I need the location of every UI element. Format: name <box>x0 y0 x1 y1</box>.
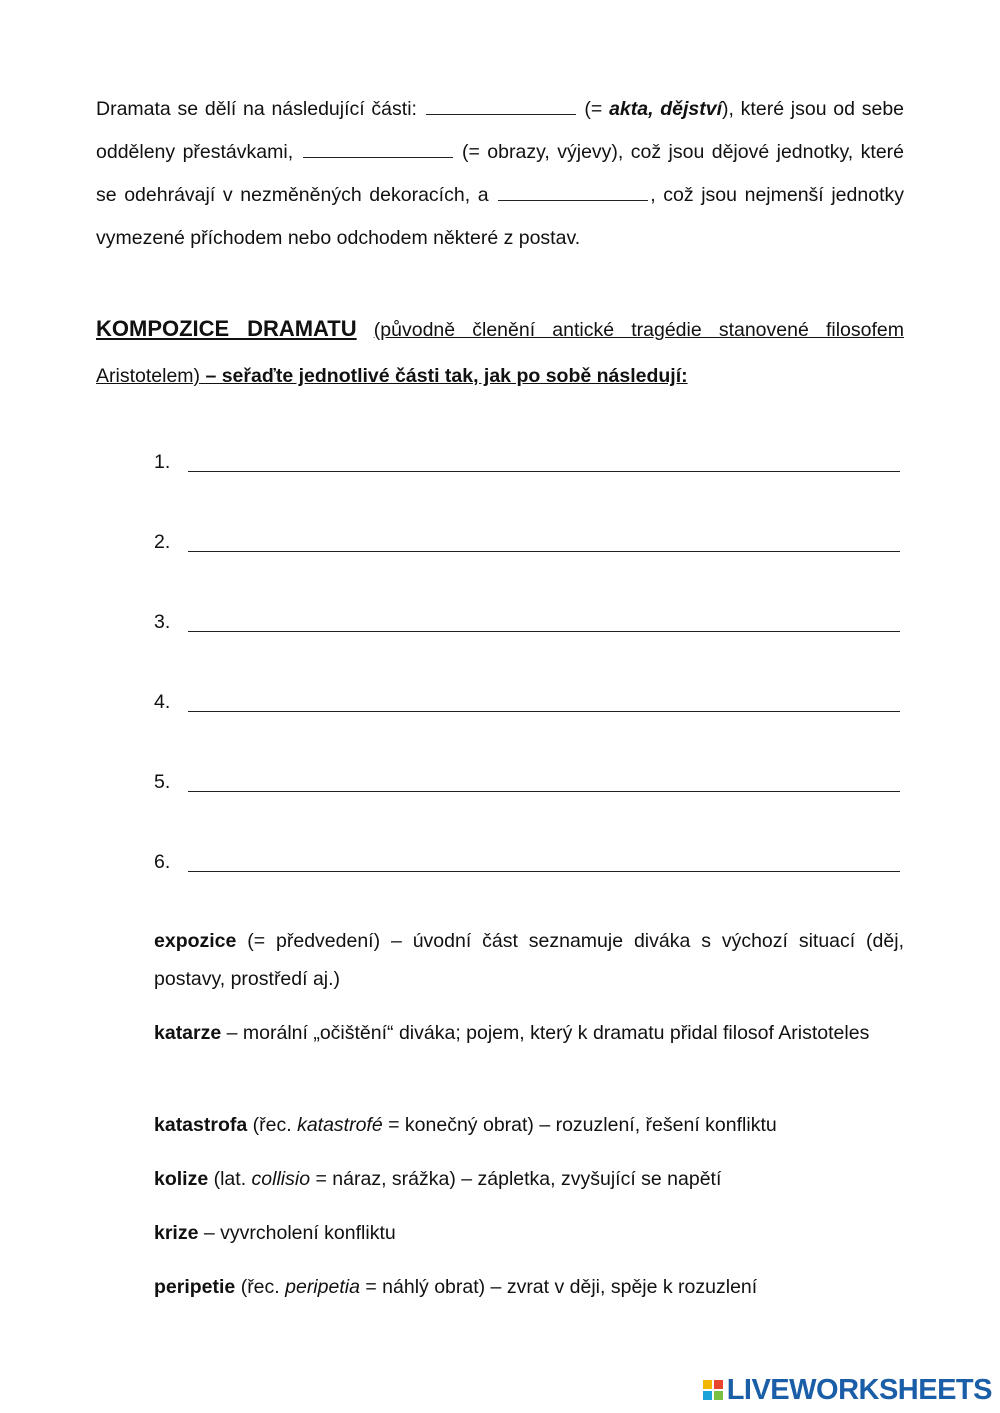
definition-katarze: katarze – morální „očištění“ diváka; pojem, který k dramatu přidal filosof Aristoteles <box>154 1022 870 1044</box>
answer-number: 4. <box>154 691 171 713</box>
blank-acts[interactable] <box>426 98 576 115</box>
term: krize <box>154 1222 199 1244</box>
term: katarze <box>154 1022 222 1044</box>
answer-row-3 <box>154 600 900 640</box>
answer-row-6 <box>154 840 900 880</box>
definition-krize: krize – vyvrcholení konfliktu <box>154 1222 396 1244</box>
intro-hint-acts: akta, dějství <box>609 98 723 120</box>
answer-number: 2. <box>154 531 171 553</box>
composition-heading <box>96 306 904 399</box>
logo-grid-icon <box>703 1380 723 1400</box>
term: expozice <box>154 930 237 952</box>
answer-number: 3. <box>154 611 171 633</box>
liveworksheets-logo[interactable] <box>703 1373 992 1407</box>
section-note: (původně členění antické tragédie stanovené filosofem Aristotelem) <box>96 319 904 387</box>
intro-text-1: Dramata se dělí na následující části: <box>96 98 424 120</box>
term: katastrofa <box>154 1114 248 1136</box>
answer-number: 5. <box>154 771 171 793</box>
blank-appearances[interactable] <box>498 184 648 201</box>
answer-line-3[interactable] <box>188 631 900 632</box>
answer-line-1[interactable] <box>188 471 900 472</box>
answer-row-4 <box>154 680 900 720</box>
term: peripetie <box>154 1276 236 1298</box>
answer-line-4[interactable] <box>188 711 900 712</box>
answer-line-2[interactable] <box>188 551 900 552</box>
intro-paragraph: Dramata se dělí na následující části: (= akta, dějství), které jsou od sebe odděleny přestávkami, (= obrazy, výjevy), což jsou dějové jednotky, které se odehrávají v nezměněných dekoracích, a , což jsou nejmenší jednotky vymezené příchodem nebo odchodem některé z postav. <box>96 98 905 249</box>
answer-number: 1. <box>154 451 171 473</box>
section-task: – seřaďte jednotlivé části tak, jak po sobě následují: <box>200 365 688 387</box>
answer-row-5 <box>154 760 900 800</box>
answer-row-2 <box>154 520 900 560</box>
answer-line-5[interactable] <box>188 791 900 792</box>
definition-expozice: expozice (= předvedení) – úvodní část seznamuje diváka s výchozí situací (děj, postavy, prostředí aj.) <box>154 930 904 990</box>
definition-katastrofa: katastrofa (řec. katastrofé = konečný obrat) – rozuzlení, řešení konfliktu <box>154 1114 777 1136</box>
section-title: KOMPOZICE DRAMATU <box>96 316 357 341</box>
definition-kolize: kolize (lat. collisio = náraz, srážka) – zápletka, zvyšující se napětí <box>154 1168 722 1190</box>
answer-line-6[interactable] <box>188 871 900 872</box>
answer-number: 6. <box>154 851 171 873</box>
logo-text: LIVEWORKSHEETS <box>726 1373 992 1406</box>
term: kolize <box>154 1168 209 1190</box>
answer-row-1 <box>154 440 900 480</box>
definition-peripetie: peripetie (řec. peripetia = náhlý obrat) – zvrat v ději, spěje k rozuzlení <box>154 1276 758 1298</box>
blank-scenes[interactable] <box>303 141 453 158</box>
